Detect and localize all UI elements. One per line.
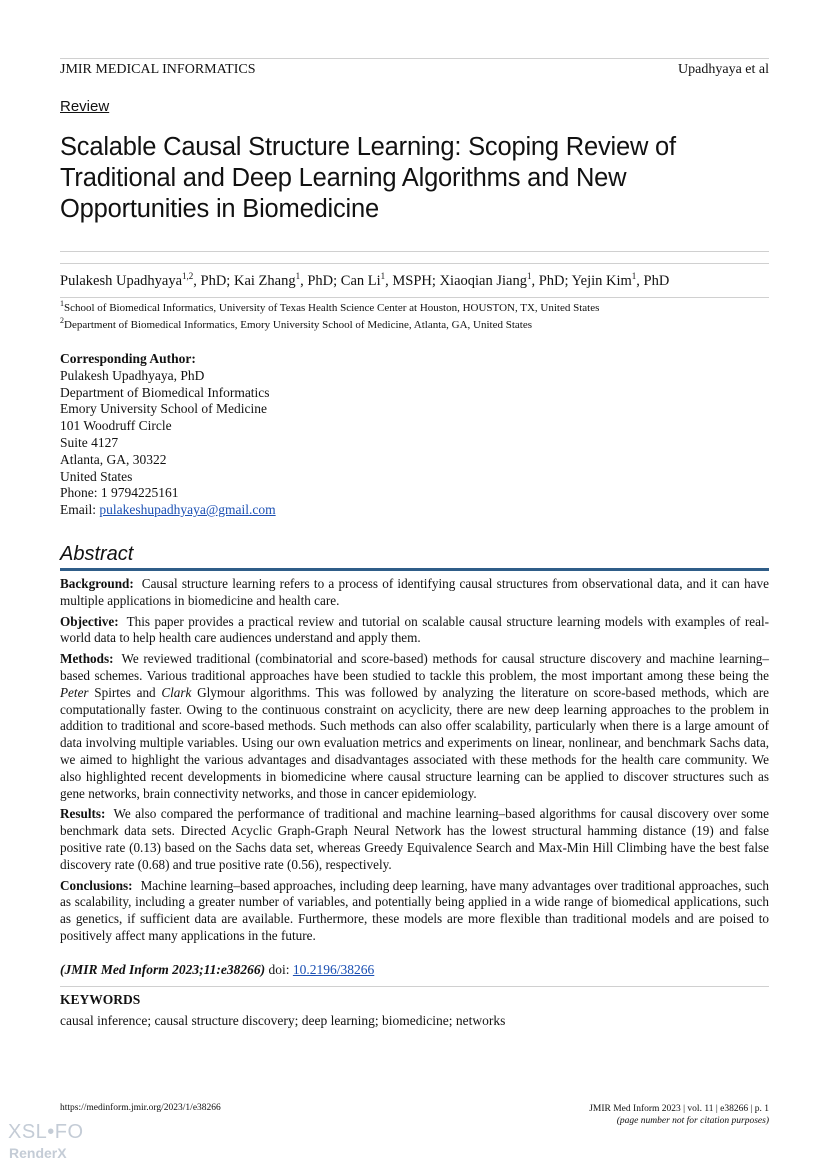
title-divider-top xyxy=(60,251,769,252)
footer-page-info xyxy=(589,1103,769,1127)
footer-url: https://medinform.jmir.org/2023/1/e38266 xyxy=(60,1103,221,1113)
author-name: Yejin Kim xyxy=(571,273,632,289)
author-affiliation-mark: 1 xyxy=(380,271,386,281)
methods-clark: Clark xyxy=(161,684,192,700)
header-divider xyxy=(60,58,769,59)
email-link[interactable]: pulakeshupadhyaya@gmail.com xyxy=(99,502,276,518)
author-affiliation-mark: 1,2 xyxy=(182,271,194,281)
corresponding-line: Department of Biomedical Informatics xyxy=(60,384,270,400)
abstract-body xyxy=(60,576,769,949)
author-name: Xiaoqian Jiang xyxy=(439,273,527,289)
corresponding-line: Atlanta, GA, 30322 xyxy=(60,451,167,467)
conclusions-label: Conclusions: xyxy=(60,877,133,893)
article-title: Scalable Causal Structure Learning: Scoping Review of Traditional and Deep Learning Algorithms and New Opportunities in Biomedicine xyxy=(60,133,676,223)
results-text: We also compared the performance of traditional and machine learning–based algorithms for causal discovery over some benchmark data sets. Directed Acyclic Graph-Graph Neural Network has the lowest structural hamming distance (19) and false positive rate (0.13) based on the Sachs data set, whereas Greedy Equivalence Search and Max-Min Hill Climbing have the best false discovery rate (0.68) and true positive rate (0.56), respectively. xyxy=(60,806,769,872)
corresponding-line: 101 Woodruff Circle xyxy=(60,418,172,434)
affiliation-number: 1 xyxy=(60,299,64,308)
background-text: Causal structure learning refers to a process of identifying causal structures from observational data, and it can have multiple applications in biomedicine and health care. xyxy=(60,576,769,608)
corresponding-line: United States xyxy=(60,468,133,484)
citation-text: (JMIR Med Inform 2023;11:e38266) xyxy=(60,962,266,977)
abstract-objective xyxy=(60,614,769,648)
keywords-text: causal inference; causal structure discovery; deep learning; biomedicine; networks xyxy=(60,1013,506,1028)
citation-line xyxy=(60,962,374,978)
abstract-divider xyxy=(60,568,769,571)
affiliation-1 xyxy=(60,299,600,314)
affiliation-text: Department of Biomedical Informatics, Emory University School of Medicine, Atlanta, GA, United States xyxy=(64,319,533,331)
corresponding-line: Phone: 1 9794225161 xyxy=(60,485,179,501)
results-label: Results: xyxy=(60,806,106,822)
objective-text: This paper provides a practical review and tutorial on scalable causal structure learning models with examples of real-world data to help health care audiences understand and apply them. xyxy=(60,613,769,646)
email-line xyxy=(60,502,276,519)
doi-link[interactable]: 10.2196/38266 xyxy=(292,962,375,977)
abstract-results xyxy=(60,806,769,873)
title-divider-bottom xyxy=(60,263,769,264)
author-degree: , PhD; xyxy=(193,273,234,289)
renderx-watermark: RenderX xyxy=(9,1145,67,1161)
corresponding-line: Emory University School of Medicine xyxy=(60,401,267,417)
author-affiliation-mark: 1 xyxy=(631,271,637,281)
corresponding-line: Pulakesh Upadhyaya, PhD xyxy=(60,367,205,383)
affiliation-2 xyxy=(60,316,533,331)
doi-label: doi: xyxy=(268,962,293,977)
author-degree: , PhD xyxy=(636,273,670,289)
keywords-divider xyxy=(60,986,769,987)
abstract-conclusions xyxy=(60,878,769,945)
author-name: Pulakesh Upadhyaya xyxy=(60,273,183,289)
xslfo-watermark: XSL•FO xyxy=(8,1121,84,1143)
methods-text-b: Spirtes and xyxy=(88,684,162,700)
methods-text-a: We reviewed traditional (combinatorial and score-based) methods for causal structure discovery and machine learning–based schemes. Various traditional approaches have been studied to tackle this problem, the most important among these being the xyxy=(60,651,769,683)
corresponding-author-block xyxy=(60,351,276,519)
methods-text-c: Glymour algorithms. This was followed by analyzing the literature on score-based methods, which are computationally faster. Owing to the continuous constraint on acyclicity, there are new deep learning approaches to the problem in addition to traditional and score-based methods. Such methods can also offer scalability, particularly when there is a large amount of data involving multiple variables. Using our own evaluation metrics and experiments on linear, nonlinear, and benchmark Sachs data, we aimed to highlight the various advantages and disadvantages associated with these methods for the health care community. We also highlighted recent developments in biomedicine where causal structure learning can be applied to discover structures such as gene networks, brain connectivity networks, and those in cancer epidemiology. xyxy=(60,684,769,801)
page-info: JMIR Med Inform 2023 | vol. 11 | e38266 | p. 1 xyxy=(589,1104,769,1114)
objective-label: Objective: xyxy=(60,613,119,629)
abstract-heading: Abstract xyxy=(60,543,134,565)
email-label: Email: xyxy=(60,502,100,518)
author-list xyxy=(60,273,669,290)
methods-peter: Peter xyxy=(60,684,89,700)
abstract-methods xyxy=(60,651,769,802)
keywords-heading: KEYWORDS xyxy=(60,992,141,1007)
author-name: Can Li xyxy=(340,273,381,289)
affiliation-text: School of Biomedical Informatics, University of Texas Health Science Center at Houston, HOUSTON, TX, United States xyxy=(64,302,600,314)
author-name: Kai Zhang xyxy=(233,273,296,289)
article-type: Review xyxy=(60,98,110,115)
author-degree: , PhD; xyxy=(300,273,341,289)
abstract-background xyxy=(60,576,769,610)
background-label: Background: xyxy=(60,576,134,591)
conclusions-text: Machine learning–based approaches, including deep learning, have many advantages over traditional approaches, such as scalability, including a greater number of variables, and potentially being applied in a wide range of biomedical applications, such as genetics, if sufficient data are available. Furthermore, these models are more flexible than traditional models and are poised to positively affect many applications in the future. xyxy=(60,877,769,943)
author-affiliation-mark: 1 xyxy=(295,271,301,281)
corresponding-author-label: Corresponding Author: xyxy=(60,351,196,366)
methods-label: Methods: xyxy=(60,651,114,667)
journal-name: JMIR MEDICAL INFORMATICS xyxy=(60,62,256,77)
author-affiliation-mark: 1 xyxy=(526,271,532,281)
author-degree: , MSPH; xyxy=(385,273,440,289)
corresponding-line: Suite 4127 xyxy=(60,434,119,450)
page-note: (page number not for citation purposes) xyxy=(616,1116,769,1126)
authors-divider xyxy=(60,297,769,298)
affiliation-number: 2 xyxy=(60,316,64,325)
author-degree: , PhD; xyxy=(531,273,572,289)
running-author: Upadhyaya et al xyxy=(678,62,769,77)
